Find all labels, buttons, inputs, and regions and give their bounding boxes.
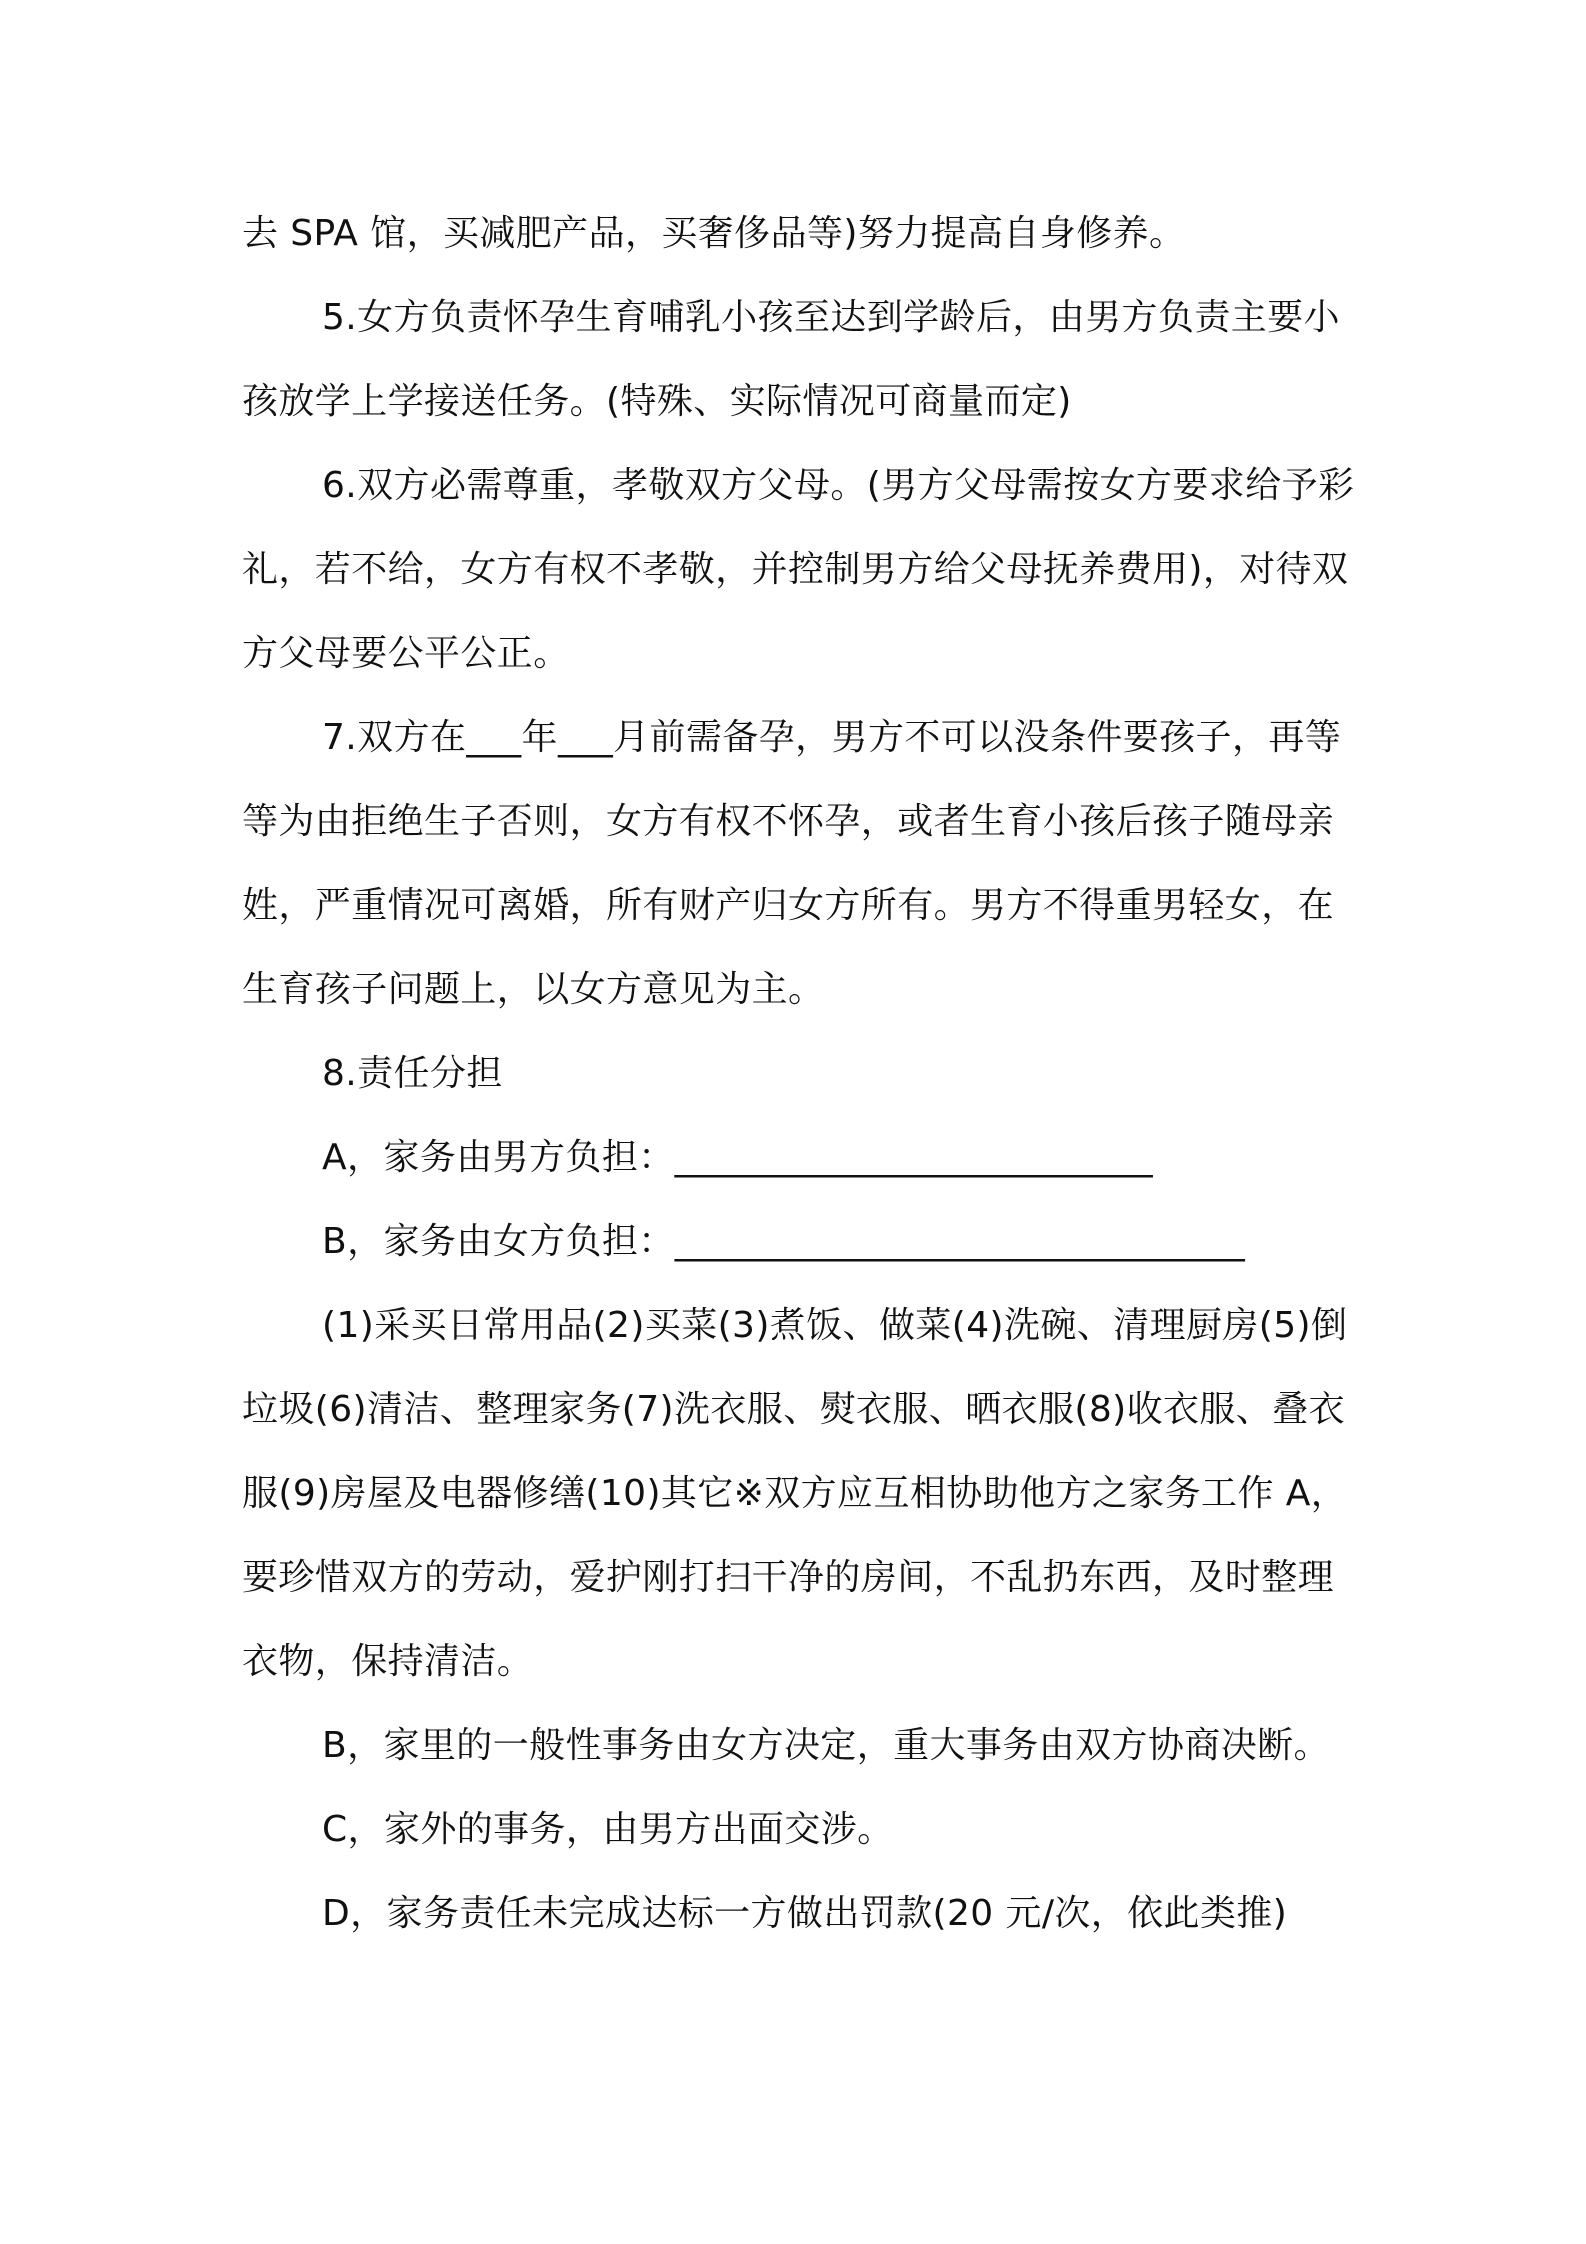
paragraph-fine-rule: D，家务责任未完成达标一方做出罚款(20 元/次，依此类推) [322, 1893, 1288, 1934]
paragraph-item-6: 6.双方必需尊重，孝敬双方父母。(男方父母需按女方要求给予彩礼，若不给，女方有权不孝敬，并控制男方给父母抚养费用)，对待双方父母要公平公正。 [242, 465, 1355, 674]
paragraph-external-affairs: C，家外的事务，由男方出面交涉。 [322, 1809, 894, 1850]
paragraph-continuation: 去 SPA 馆，买减肥产品，买奢侈品等)努力提高自身修养。 [242, 213, 1186, 254]
paragraph-item-8-heading: 8.责任分担 [322, 1053, 503, 1094]
paragraph-item-7: 7.双方在___年___月前需备孕，男方不可以没条件要孩子，再等等为由拒绝生子否则，女方有权不怀孕，或者生育小孩后孩子随母亲姓，严重情况可离婚，所有财产归女方所有。男方不得重男轻女，在生育孩子问题上，以女方意见为主。 [242, 717, 1342, 1010]
paragraph-household-list: (1)采买日常用品(2)买菜(3)煮饭、做菜(4)洗碗、清理厨房(5)倒垃圾(6)清洁、整理家务(7)洗衣服、熨衣服、晒衣服(8)收衣服、叠衣服(9)房屋及电器修缮(10)其它※双方应互相协助他方之家务工作 A，要珍惜双方的劳动，爱护刚打扫干净的房间，不乱扔东西，及时整理衣物，保持清洁。 [242, 1305, 1348, 1682]
paragraph-item-8b: B，家务由女方负担：_______________________________ [322, 1221, 1246, 1262]
document-body [242, 192, 1362, 1956]
paragraph-item-5: 5.女方负责怀孕生育哺乳小孩至达到学龄后，由男方负责主要小孩放学上学接送任务。(特殊、实际情况可商量而定) [242, 297, 1340, 422]
paragraph-general-affairs: B，家里的一般性事务由女方决定，重大事务由双方协商决断。 [322, 1725, 1330, 1766]
paragraph-item-8a: A，家务由男方负担：__________________________ [322, 1137, 1154, 1178]
